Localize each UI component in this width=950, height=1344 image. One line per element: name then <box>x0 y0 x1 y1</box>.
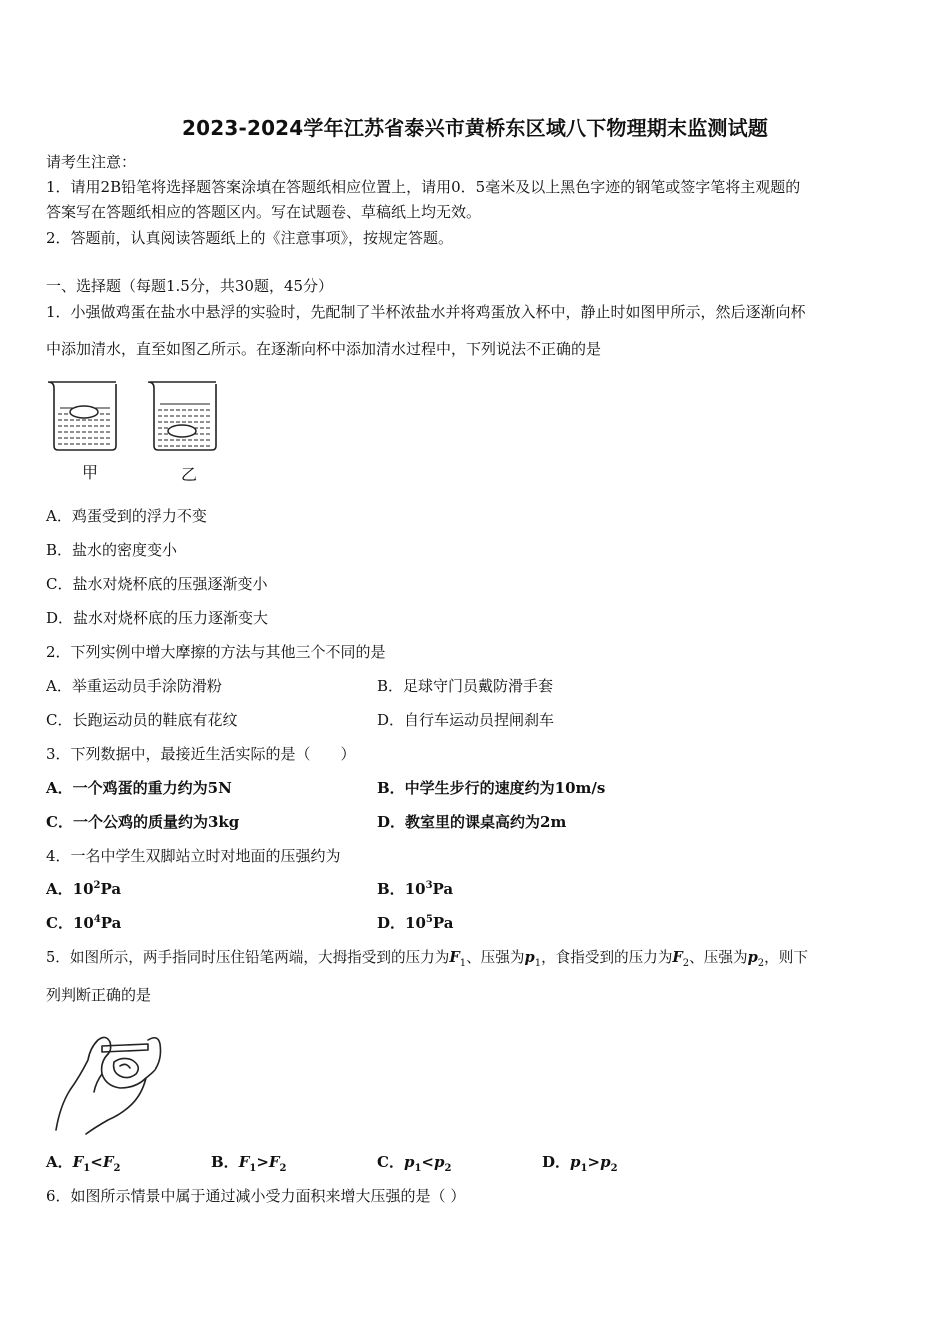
egg-yi <box>168 425 196 437</box>
fig-label-jia: 甲 <box>82 463 99 482</box>
egg-jia <box>70 406 98 418</box>
fig-label-yi: 乙 <box>181 465 198 484</box>
q4-option-b: B．$10^3Pa$ <box>377 880 454 898</box>
q2-option-b: B．足球守门员戴防滑手套 <box>377 677 554 695</box>
q4-option-a: A．$10^2Pa$ <box>46 880 122 898</box>
notice-heading: 请考生注意： <box>46 153 137 171</box>
q3-option-c: C．一个公鸡的质量约为3kg <box>46 813 240 831</box>
q5-option-c: C．$p_1<p_2$ <box>377 1153 452 1174</box>
page-title: 2023-2024学年江苏省泰兴市黄桥东区域八下物理期末监测试题 <box>181 116 769 140</box>
q4-option-c: C．$10^4Pa$ <box>46 914 122 932</box>
q2-option-c: C．长跑运动员的鞋底有花纹 <box>46 711 238 729</box>
q1-stem-line-1: 1．小强做鸡蛋在盐水中悬浮的实验时，先配制了半杯浓盐水并将鸡蛋放入杯中，静止时如图甲所示，然后逐渐向杯 <box>46 303 806 321</box>
q3-option-d: D．教室里的课桌高约为2m <box>377 813 567 831</box>
q1-option-b: B．盐水的密度变小 <box>46 541 178 559</box>
q1-option-c: C．盐水对烧杯底的压强逐渐变小 <box>46 575 268 593</box>
q2-stem: 2．下列实例中增大摩擦的方法与其他三个不同的是 <box>46 643 386 661</box>
q5-stem-line-2: 列判断正确的是 <box>46 986 152 1004</box>
q5-stem-line-1: 5．如图所示，两手指同时压住铅笔两端，大拇指受到的压力为$F_1$、压强为$p_1$，食指受到的压力为$F_2$、压强为$p_2$，则下 <box>46 949 808 969</box>
q2-option-a: A．举重运动员手涂防滑粉 <box>46 677 222 695</box>
q3-option-b: B．中学生步行的速度约为10m/s <box>377 779 606 797</box>
q1-option-a: A．鸡蛋受到的浮力不变 <box>46 507 207 525</box>
q1-option-d: D．盐水对烧杯底的压力逐渐变大 <box>46 609 269 627</box>
q4-option-d: D．$10^5Pa$ <box>377 914 454 932</box>
q5-option-d: D．$p_1>p_2$ <box>542 1153 618 1174</box>
q2-option-d: D．自行车运动员捏闸刹车 <box>377 711 555 729</box>
q5-option-b: B．$F_1>F_2$ <box>211 1153 287 1174</box>
pencil-icon <box>102 1044 148 1052</box>
q1-stem-line-2: 中添加清水，直至如图乙所示。在逐渐向杯中添加清水过程中，下列说法不正确的是 <box>46 340 602 358</box>
q5-hand-pencil-figure <box>50 1032 166 1136</box>
notice-line-1: 1．请用2B铅笔将选择题答案涂填在答题纸相应位置上，请用0．5毫米及以上黑色字迹的钢笔或签字笔将主观题的 <box>46 178 801 196</box>
q1-beaker-figure <box>44 378 234 482</box>
q4-stem: 4．一名中学生双脚站立时对地面的压强约为 <box>46 847 341 865</box>
q5-option-a: A．$F_1<F_2$ <box>46 1153 121 1174</box>
q3-option-a: A．一个鸡蛋的重力约为5N <box>46 779 232 797</box>
notice-line-2: 答案写在答题纸相应的答题区内。写在试题卷、草稿纸上均无效。 <box>46 203 482 221</box>
q3-stem: 3．下列数据中，最接近生活实际的是（ ） <box>46 745 356 763</box>
q6-stem: 6．如图所示情景中属于通过减小受力面积来增大压强的是（ ） <box>46 1187 466 1205</box>
section-heading: 一、选择题（每题1.5分，共30题，45分） <box>46 277 334 295</box>
notice-line-3: 2．答题前，认真阅读答题纸上的《注意事项》，按规定答题。 <box>46 229 454 247</box>
